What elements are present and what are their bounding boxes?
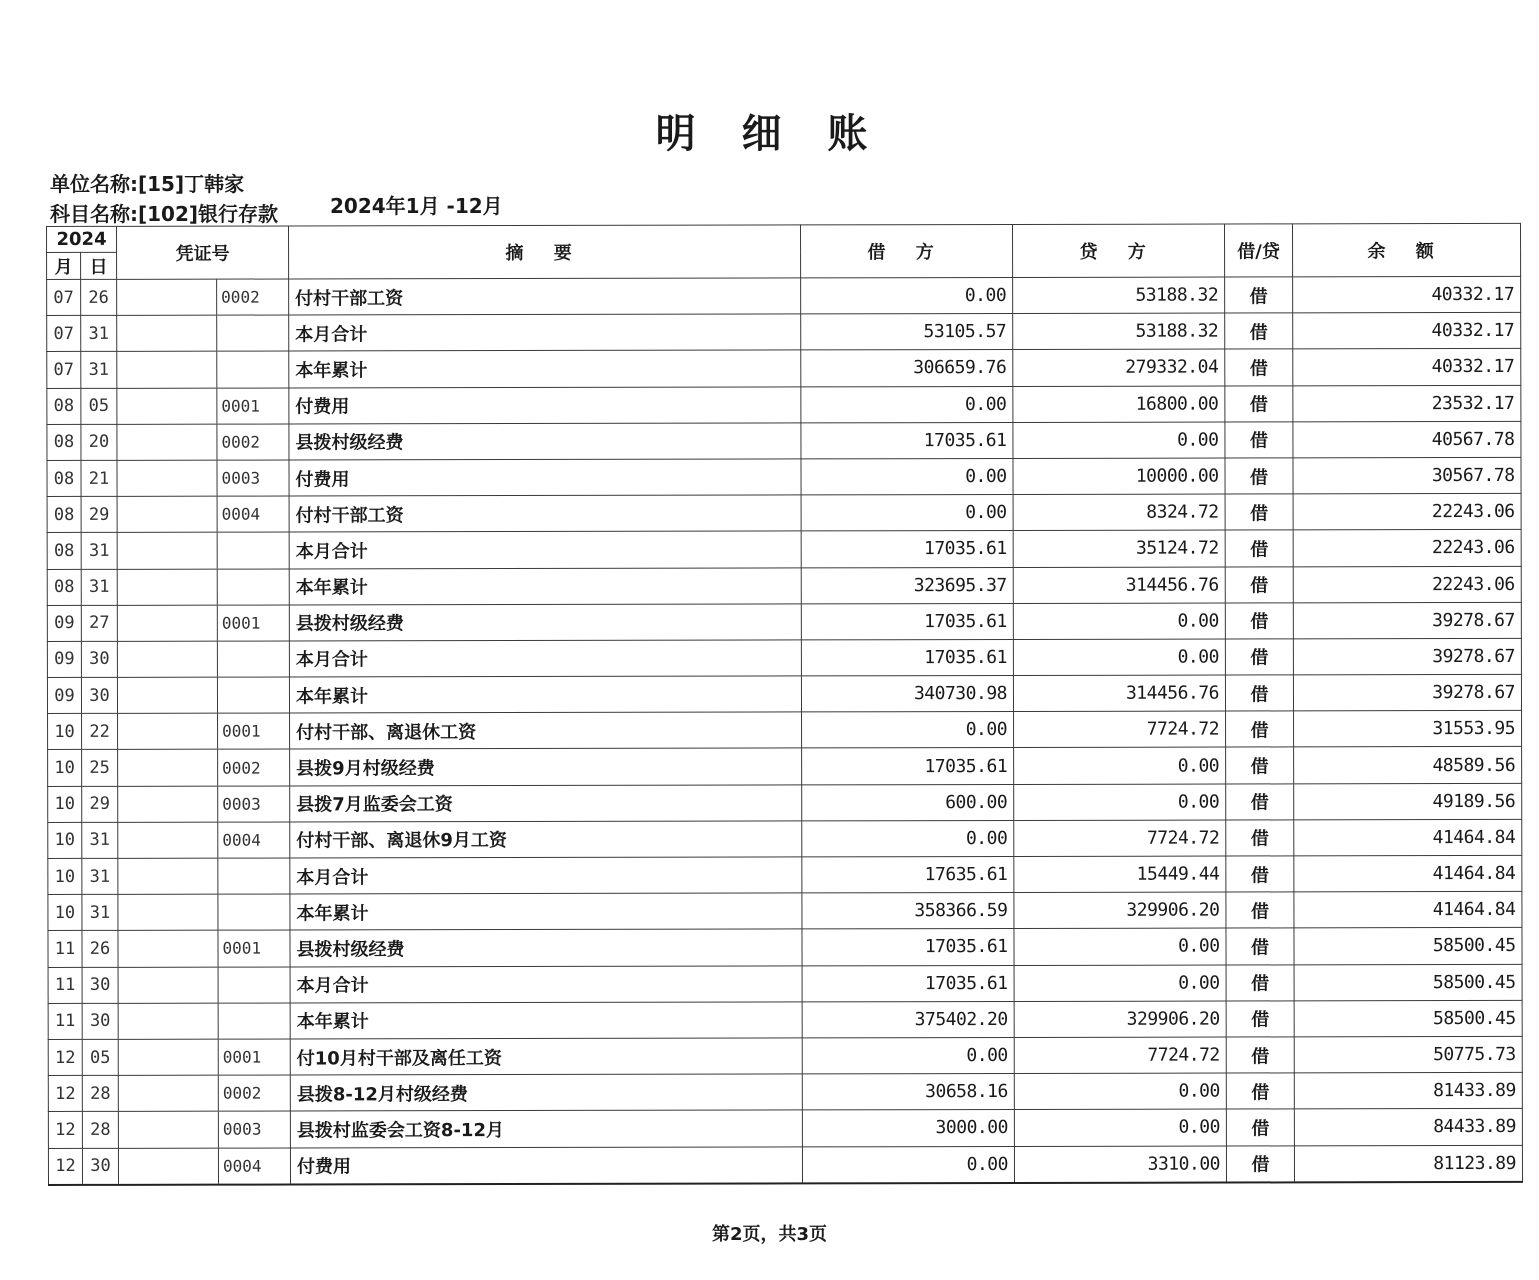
balance-cell: 30567.78 [1293,457,1521,494]
day-cell: 31 [81,569,117,605]
day-cell: 31 [81,316,117,352]
summary-cell: 本月合计 [289,640,801,677]
balance-cell: 31553.95 [1294,711,1522,748]
debit-cell: 17035.61 [801,422,1013,459]
day-cell: 31 [81,352,117,388]
month-cell: 08 [47,497,81,533]
credit-cell: 0.00 [1014,747,1226,784]
day-header: 日 [81,252,117,279]
day-cell: 05 [82,1039,118,1075]
day-cell: 31 [82,895,118,931]
voucher-prefix-cell [118,822,218,858]
day-cell: 30 [81,677,117,713]
debit-cell: 0.00 [801,458,1013,495]
summary-cell: 县拨8-12月村级经费 [290,1074,802,1111]
day-cell: 30 [82,1003,118,1039]
debit-cell: 53105.57 [801,314,1013,351]
table-row [47,349,1521,388]
debit-cell: 358366.59 [802,893,1014,930]
period-range: 2024年1月 -12月 [330,194,503,218]
voucher-number-cell [218,1003,290,1039]
day-cell: 30 [82,1148,118,1185]
debit-cell: 17035.61 [801,639,1013,676]
debit-cell: 0.00 [802,820,1014,857]
summary-cell: 本年累计 [289,350,801,387]
balance-cell: 40332.17 [1293,313,1521,350]
day-cell: 22 [82,714,118,750]
voucher-number-cell [217,532,289,568]
voucher-prefix-cell [117,677,217,713]
credit-cell: 329906.20 [1014,1001,1226,1038]
debit-cell: 30658.16 [802,1074,1014,1111]
debit-cell: 3000.00 [802,1110,1014,1147]
table-row [47,313,1521,352]
voucher-number-cell: 0003 [218,1111,290,1147]
direction-cell: 借 [1226,856,1294,892]
summary-cell: 本月合计 [289,531,801,568]
balance-cell: 84433.89 [1294,1109,1522,1146]
voucher-prefix-cell [118,713,218,749]
table-row [48,1145,1522,1185]
voucher-prefix-cell [118,1003,218,1039]
credit-cell: 7724.72 [1014,1037,1226,1074]
balance-cell: 22243.06 [1293,530,1521,567]
debit-cell: 17035.61 [802,929,1014,966]
voucher-number-cell [218,967,290,1003]
subject-name: 科目名称:[102]银行存款 [50,202,279,226]
summary-cell: 县拨村级经费 [289,423,801,460]
credit-cell: 10000.00 [1013,458,1225,495]
month-cell: 11 [48,967,82,1003]
balance-cell: 39278.67 [1293,602,1521,639]
debit-cell: 306659.76 [801,350,1013,387]
table-row [47,494,1521,533]
table-row [47,566,1521,605]
month-cell: 09 [47,641,81,677]
day-cell: 25 [82,750,118,786]
direction-cell: 借 [1225,530,1293,566]
voucher-number-cell: 0002 [218,1075,290,1111]
month-cell: 08 [47,424,81,460]
voucher-number-cell [218,894,290,930]
day-cell: 30 [82,967,118,1003]
summary-cell: 县拨村级经费 [289,604,801,641]
balance-cell: 40332.17 [1293,349,1521,386]
voucher-number-cell: 0003 [218,786,290,822]
debit-cell: 340730.98 [801,676,1013,713]
credit-cell: 0.00 [1013,603,1225,640]
direction-cell: 借 [1226,1073,1294,1109]
day-cell: 26 [81,279,117,315]
voucher-number-cell [218,858,290,894]
summary-cell: 本年累计 [290,893,802,930]
month-cell: 08 [47,460,81,496]
voucher-number-cell: 0004 [218,822,290,858]
credit-cell: 8324.72 [1013,494,1225,531]
direction-cell: 借 [1225,494,1293,530]
balance-cell: 40567.78 [1293,421,1521,458]
debit-cell: 17635.61 [802,856,1014,893]
month-cell: 10 [48,750,82,786]
table-row [47,530,1521,569]
credit-cell: 279332.04 [1013,349,1225,386]
table-row [47,457,1521,496]
month-cell: 07 [47,352,81,388]
voucher-number-cell: 0002 [217,279,289,315]
debit-cell: 17035.61 [802,965,1014,1002]
credit-cell: 314456.76 [1013,567,1225,604]
balance-cell: 81123.89 [1294,1145,1522,1182]
voucher-number-cell: 0001 [218,713,290,749]
direction-cell: 借 [1225,675,1293,711]
summary-cell: 县拨7月监委会工资 [290,785,802,822]
day-cell: 29 [82,786,118,822]
voucher-prefix-cell [117,532,217,568]
day-cell: 20 [81,424,117,460]
balance-cell: 58500.45 [1294,964,1522,1001]
balance-cell: 58500.45 [1294,1000,1522,1037]
ledger-body [47,276,1523,1184]
day-cell: 28 [82,1075,118,1111]
voucher-prefix-cell [117,424,217,460]
month-cell: 08 [47,533,81,569]
voucher-prefix-cell [117,641,217,677]
voucher-prefix-cell [118,1148,218,1185]
balance-cell: 39278.67 [1293,638,1521,675]
voucher-prefix-cell [118,750,218,786]
month-cell: 12 [48,1148,82,1185]
debit-cell: 600.00 [802,784,1014,821]
year-header: 2024 [47,226,117,252]
day-cell: 30 [81,641,117,677]
credit-cell: 329906.20 [1014,892,1226,929]
direction-cell: 借 [1226,1145,1294,1182]
credit-cell: 0.00 [1014,784,1226,821]
balance-cell: 22243.06 [1293,494,1521,531]
summary-cell: 付村干部工资 [289,495,801,532]
month-cell: 11 [48,931,82,967]
table-row [47,276,1521,315]
direction-cell: 借 [1225,639,1293,675]
month-cell: 07 [47,279,81,315]
month-cell: 07 [47,316,81,352]
day-cell: 27 [81,605,117,641]
voucher-header: 凭证号 [117,226,289,279]
voucher-number-cell [217,315,289,351]
voucher-number-cell: 0002 [217,424,289,460]
month-cell: 12 [48,1039,82,1075]
debit-cell: 0.00 [801,277,1013,314]
direction-cell: 借 [1226,1037,1294,1073]
month-cell: 10 [48,858,82,894]
table-row [47,421,1521,460]
direction-cell: 借 [1226,964,1294,1000]
credit-header: 贷 方 [1013,224,1225,277]
summary-cell: 本月合计 [289,314,801,351]
ledger-table [46,223,1523,1186]
credit-cell: 0.00 [1014,1109,1226,1146]
debit-cell: 0.00 [801,386,1013,423]
table-row [47,638,1521,677]
month-cell: 08 [47,388,81,424]
table-row [47,602,1521,641]
month-cell: 10 [48,895,82,931]
voucher-number-cell: 0004 [217,496,289,532]
direction-cell: 借 [1226,784,1294,820]
credit-cell: 16800.00 [1013,386,1225,423]
day-cell: 05 [81,388,117,424]
credit-cell: 0.00 [1014,965,1226,1002]
credit-cell: 0.00 [1014,1073,1226,1110]
debit-cell: 375402.20 [802,1001,1014,1038]
table-row [47,385,1521,424]
page-title: 明 细 账 [655,111,884,157]
direction-cell: 借 [1225,458,1293,494]
credit-cell: 15449.44 [1014,856,1226,893]
voucher-number-cell: 0001 [217,388,289,424]
direction-cell: 借 [1225,349,1293,385]
credit-cell: 7724.72 [1014,820,1226,857]
summary-cell: 付村干部工资 [289,278,801,315]
summary-cell: 本年累计 [289,567,801,604]
voucher-number-cell: 0001 [217,605,289,641]
day-cell: 26 [82,931,118,967]
table-row [48,1036,1522,1075]
summary-cell: 付费用 [289,459,801,496]
table-row [48,783,1522,822]
summary-cell: 付村干部、离退休9月工资 [290,821,802,858]
page-footer: 第2页，共3页 [711,1224,828,1245]
direction-cell: 借 [1225,313,1293,349]
summary-cell: 本月合计 [290,857,802,894]
balance-cell: 39278.67 [1293,674,1521,711]
credit-cell: 0.00 [1013,639,1225,676]
summary-header: 摘 要 [289,225,801,279]
voucher-prefix-cell [118,967,218,1003]
summary-cell: 付费用 [289,386,801,423]
voucher-prefix-cell [118,1075,218,1111]
voucher-number-cell: 0001 [218,1039,290,1075]
voucher-prefix-cell [117,388,217,424]
direction-cell: 借 [1225,277,1293,313]
day-cell: 31 [81,533,117,569]
day-cell: 21 [81,460,117,496]
table-row [48,1073,1522,1112]
voucher-number-cell [217,641,289,677]
credit-cell: 0.00 [1013,422,1225,459]
voucher-prefix-cell [117,605,217,641]
debit-cell: 0.00 [802,1037,1014,1074]
debit-header: 借 方 [801,224,1013,277]
debit-cell: 17035.61 [801,603,1013,640]
voucher-prefix-cell [118,858,218,894]
direction-cell: 借 [1226,820,1294,856]
voucher-prefix-cell [117,460,217,496]
balance-cell: 40332.17 [1293,276,1521,313]
table-row [47,674,1521,713]
voucher-prefix-cell [118,894,218,930]
voucher-prefix-cell [117,315,217,351]
summary-cell: 付村干部、离退休工资 [290,712,802,749]
day-cell: 31 [82,822,118,858]
voucher-number-cell [217,568,289,604]
credit-cell: 53188.32 [1013,313,1225,350]
voucher-number-cell [217,677,289,713]
direction-cell: 借 [1226,892,1294,928]
voucher-prefix-cell [118,786,218,822]
direction-cell: 借 [1226,928,1294,964]
balance-cell: 58500.45 [1294,928,1522,965]
summary-cell: 本年累计 [289,676,801,713]
balance-cell: 49189.56 [1294,783,1522,820]
direction-cell: 借 [1226,747,1294,783]
direction-cell: 借 [1225,603,1293,639]
direction-cell: 借 [1225,566,1293,602]
balance-cell: 50775.73 [1294,1036,1522,1073]
month-cell: 12 [48,1112,82,1148]
table-row [48,928,1522,967]
credit-cell: 314456.76 [1013,675,1225,712]
balance-header: 余 额 [1293,223,1521,276]
balance-cell: 23532.17 [1293,385,1521,422]
voucher-number-cell: 0003 [217,460,289,496]
month-cell: 11 [48,1003,82,1039]
credit-cell: 53188.32 [1013,277,1225,314]
voucher-prefix-cell [117,352,217,388]
day-cell: 28 [82,1112,118,1148]
month-cell: 08 [47,569,81,605]
debit-cell: 17035.61 [801,531,1013,568]
debit-cell: 0.00 [802,712,1014,749]
month-cell: 10 [48,786,82,822]
summary-cell: 付10月村干部及离任工资 [290,1038,802,1075]
direction-cell: 借 [1226,1109,1294,1145]
month-cell: 09 [47,677,81,713]
balance-cell: 81433.89 [1294,1073,1522,1110]
credit-cell: 3310.00 [1014,1146,1226,1183]
debit-cell: 0.00 [802,1146,1014,1183]
table-row [48,892,1522,931]
voucher-number-cell [217,351,289,387]
balance-cell: 41464.84 [1294,892,1522,929]
credit-cell: 7724.72 [1014,711,1226,748]
summary-cell: 县拨村监委会工资8-12月 [290,1110,802,1147]
month-cell: 09 [47,605,81,641]
credit-cell: 0.00 [1014,928,1226,965]
voucher-prefix-cell [117,279,217,315]
summary-cell: 本年累计 [290,1002,802,1039]
table-row [48,1000,1522,1039]
voucher-prefix-cell [117,496,217,532]
table-row [48,747,1522,786]
voucher-prefix-cell [118,931,218,967]
voucher-number-cell: 0001 [218,930,290,966]
voucher-prefix-cell [118,1111,218,1147]
table-row [48,855,1522,894]
balance-cell: 41464.84 [1294,819,1522,856]
month-cell: 12 [48,1076,82,1112]
debit-cell: 323695.37 [801,567,1013,604]
table-row [48,964,1522,1003]
month-cell: 10 [48,822,82,858]
table-row [48,1109,1522,1148]
direction-cell: 借 [1226,711,1294,747]
debit-cell: 0.00 [801,495,1013,532]
voucher-number-cell: 0004 [218,1147,290,1184]
month-cell: 10 [48,714,82,750]
direction-cell: 借 [1226,1001,1294,1037]
table-row [48,711,1522,750]
direction-cell: 借 [1225,385,1293,421]
summary-cell: 付费用 [290,1146,802,1184]
voucher-prefix-cell [118,1039,218,1075]
summary-cell: 县拨9月村级经费 [290,748,802,785]
unit-name: 单位名称:[15]丁韩家 [50,172,245,196]
debit-cell: 17035.61 [802,748,1014,785]
voucher-number-cell: 0002 [218,749,290,785]
direction-header: 借/贷 [1225,224,1293,277]
day-cell: 29 [81,496,117,532]
direction-cell: 借 [1225,422,1293,458]
day-cell: 31 [82,858,118,894]
credit-cell: 35124.72 [1013,530,1225,567]
voucher-prefix-cell [117,569,217,605]
month-header: 月 [47,252,81,279]
balance-cell: 48589.56 [1294,747,1522,784]
summary-cell: 县拨村级经费 [290,929,802,966]
table-row [48,819,1522,858]
balance-cell: 22243.06 [1293,566,1521,603]
balance-cell: 41464.84 [1294,855,1522,892]
summary-cell: 本月合计 [290,965,802,1002]
